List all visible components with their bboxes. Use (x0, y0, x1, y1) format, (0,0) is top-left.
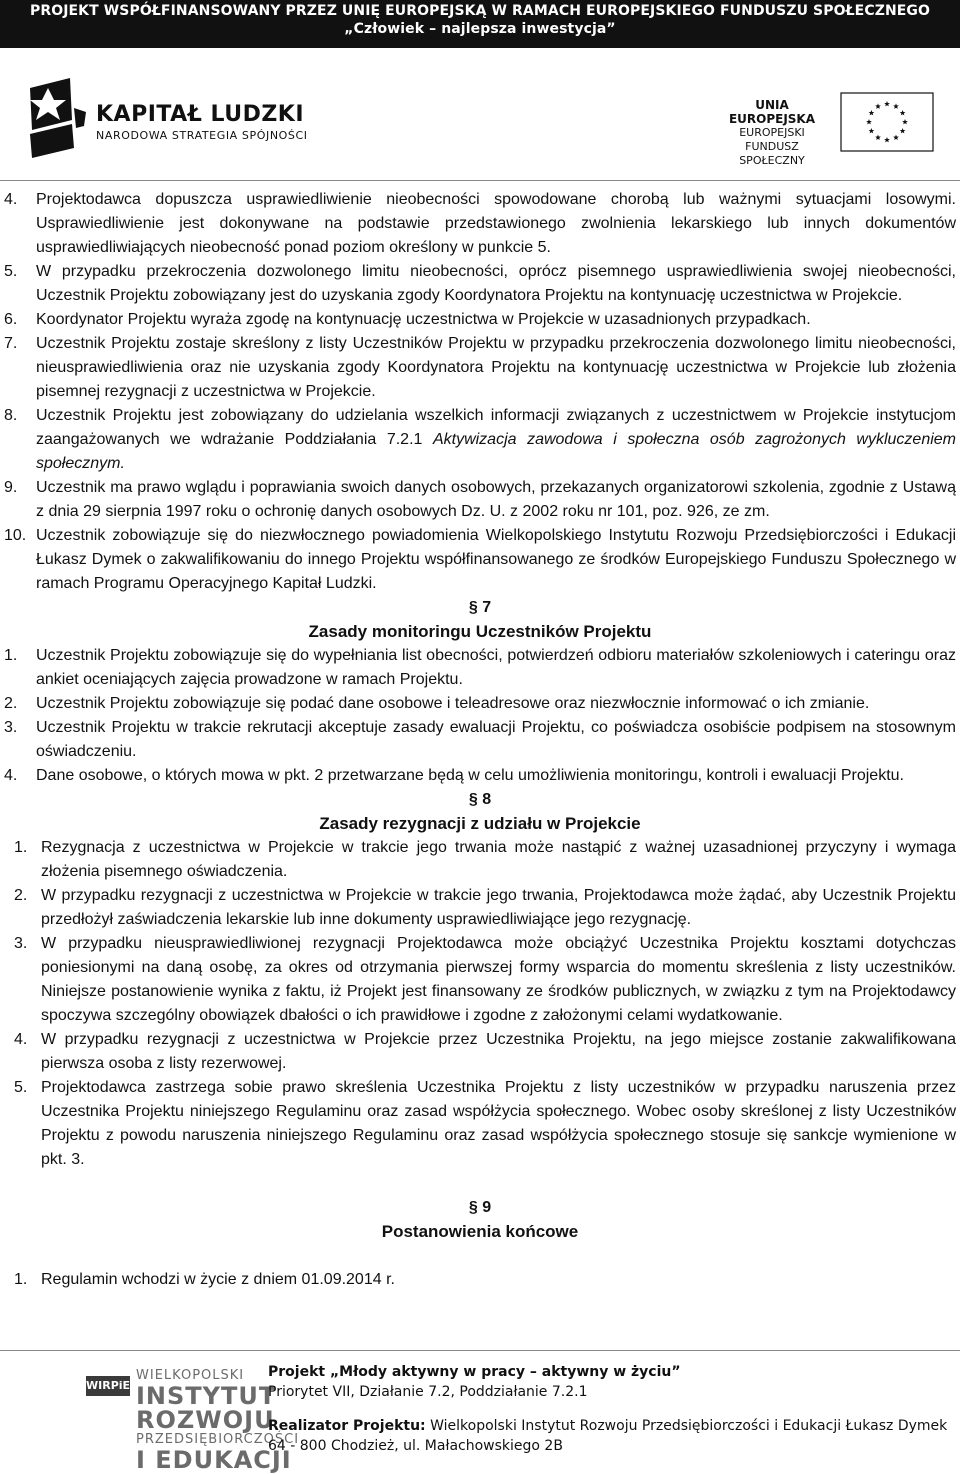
wirpie-logo (86, 1366, 300, 1474)
footer-info (268, 1362, 958, 1456)
section-9-title: Postanowienia końcowe (381, 1222, 579, 1241)
wirpie-line-1: WIELKOPOLSKI (136, 1368, 245, 1383)
eu-title: UNIA EUROPEJSKA (728, 98, 816, 126)
header-line-2: „Człowiek – najlepsza inwestycja” (344, 21, 616, 37)
wirpie-badge: WIRPiE (86, 1376, 130, 1396)
list-item: 10. Uczestnik zobowiązuje się do niezwłocznego powiadomienia Wielkopolskiego Instytutu Rozwoju Przedsiębiorczości i Edukacji Łukasz Dymek o zakwalifikowaniu do innego Projektu współfinansowanego ze środków Europejskiego Funduszu Społecznego w ramach Programu Operacyjnego Kapitał Ludzki. (4, 527, 956, 592)
section-8-title: Zasady rezygnacji z udziału w Projekcie (319, 814, 641, 833)
list-item: 7. Uczestnik Projektu zostaje skreślony z listy Uczestników Projektu w przypadku przekroczenia dozwolonego limitu nieobecności, nieusprawiedliwienia oraz nie uzyskania zgody Koordynatora Projektu na kontynuację uczestnictwa w Projekcie lub złożenia pisemnej rezygnacji z uczestnictwa w Projekcie. (4, 335, 956, 400)
list-item: 3. W przypadku nieusprawiedliwionej rezygnacji Projektodawca może obciążyć Uczestnika Projektu kosztami dotychczas poniesionymi na daną osobę, za okres od otrzymania pierwszej formy wsparcia do momentu skreślenia z listy uczestników. Niniejsze postanowienie wynika z faktu, iż Projekt jest finansowany ze środków publicznych, w związku z tym na Projektodawcy spoczywa szczególny obowiązek dbałości o ich prawidłowe i zgodne z założonymi celami wydatkowanie. (14, 935, 956, 1024)
kapital-ludzki-subtitle: NARODOWA STRATEGIA SPÓJNOŚCI (96, 129, 308, 142)
list-item: 2. Uczestnik Projektu zobowiązuje się podać dane osobowe i teleadresowe oraz niezwłocznie informować o ich zmianie. (4, 695, 870, 712)
section-7-title: Zasady monitoringu Uczestników Projektu (308, 622, 652, 641)
list-item: 3. Uczestnik Projektu w trakcie rekrutacji akceptuje zasady ewaluacji Projektu, co poświadcza osobiście podpisem na stosownym oświadczeniu. (4, 719, 956, 760)
header-divider (0, 180, 960, 181)
section-9-heading (0, 1196, 960, 1244)
list-item: 1. Regulamin wchodzi w życie z dniem 01.09.2014 r. (14, 1271, 395, 1288)
list-item: 4. W przypadku rezygnacji z uczestnictwa w Projekcie przez Uczestnika Projektu, na jego miejsce zostanie zakwalifikowana pierwsza osoba z listy rezerwowej. (14, 1031, 956, 1072)
section-8-list (0, 836, 960, 1172)
section-6-continued (0, 188, 960, 596)
project-name: Projekt „Młody aktywny w pracy – aktywny w życiu” (268, 1364, 681, 1380)
list-item: 5. W przypadku przekroczenia dozwolonego limitu nieobecności, oprócz pisemnego usprawiedliwienia swojej nieobecności, Uczestnik Projektu zobowiązany jest do uzyskania zgody Koordynatora Projektu na kontynuację uczestnictwa w Projekcie. (4, 263, 956, 304)
section-9-list (0, 1268, 960, 1292)
list-item: 5. Projektodawca zastrzega sobie prawo skreślenia Uczestnika Projektu z listy uczestników w przypadku naruszenia przez Uczestnika Projektu niniejszego Regulaminu oraz zasad współżycia społecznego. Wobec osoby skreślonej z listy Uczestników Projektu z powodu naruszenia niniejszego Regulaminu oraz zasad współżycia społecznego stosuje się sankcje wymienione w pkt. 3. (14, 1079, 956, 1168)
section-7-list (0, 644, 960, 788)
document-body (0, 188, 960, 1292)
section-7-heading (0, 596, 960, 644)
section-8-heading (0, 788, 960, 836)
wirpie-line-3: ROZWOJU (136, 1406, 275, 1434)
list-item: 8. Uczestnik Projektu jest zobowiązany do udzielania wszelkich informacji związanych z uczestnictwem w Projekcie instytucjom zaangażowanych we wdrażanie Poddziałania 7.2.1 Aktywizacja zawodowa i społeczna osób zagrożonych wykluczeniem społecznym. (4, 407, 956, 472)
realizator-address: 64 - 800 Chodzież, ul. Małachowskiego 2B (268, 1438, 563, 1454)
list-item: 1. Rezygnacja z uczestnictwa w Projekcie w trakcie jego trwania może nastąpić z ważnej uzasadnionej przyczyny i wymaga złożenia pisemnego oświadczenia. (14, 839, 956, 880)
footer-divider (0, 1350, 960, 1351)
section-7-number: § 7 (468, 599, 492, 616)
cofinancing-header (0, 0, 960, 48)
kapital-ludzki-title: KAPITAŁ LUDZKI (96, 102, 305, 127)
eu-flag-icon (840, 92, 934, 152)
realizator: Realizator Projektu: Wielkopolski Instytut Rozwoju Przedsiębiorczości i Edukacji Łukasz Dymek (268, 1418, 948, 1434)
eu-logo (712, 92, 942, 167)
eu-line-2: EUROPEJSKI (739, 126, 805, 139)
section-8-number: § 8 (468, 791, 492, 808)
wirpie-line-2: INSTYTUT (136, 1382, 277, 1410)
wirpie-line-4: PRZEDSIĘBIORCZOŚCI (136, 1432, 300, 1447)
list-item: 6. Koordynator Projektu wyraża zgodę na kontynuację uczestnictwa w Projekcie w uzasadnionych przypadkach. (4, 311, 811, 328)
list-item: 2. W przypadku rezygnacji z uczestnictwa w Projekcie w trakcie jego trwania, Projektodawca może żądać, aby Uczestnik Projektu przedłożył zaświadczenia lekarskie lub inne dokumenty usprawiedliwiające jego rezygnację. (14, 887, 956, 928)
wirpie-line-5: I EDUKACJI (136, 1446, 292, 1474)
section-9-number: § 9 (468, 1199, 492, 1216)
header-line-1: PROJEKT WSPÓŁFINANSOWANY PRZEZ UNIĘ EUROPEJSKĄ W RAMACH EUROPEJSKIEGO FUNDUSZU SPOŁECZNEGO (29, 3, 931, 19)
eu-line-3: FUNDUSZ SPOŁECZNY (739, 140, 805, 167)
list-item: 9. Uczestnik ma prawo wglądu i poprawiania swoich danych osobowych, przekazanych organizatorowi szkolenia, zgodnie z Ustawą z dnia 29 sierpnia 1997 roku o ochronię danych osobowych Dz. U. z 2002 roku nr 101, poz. 926, ze zm. (4, 479, 956, 520)
kapital-ludzki-logo (26, 78, 346, 162)
kapital-ludzki-emblem-icon (26, 78, 90, 162)
list-item: 1. Uczestnik Projektu zobowiązuje się do wypełniania list obecności, potwierdzeń odbioru materiałów szkoleniowych i cateringu oraz ankiet oceniających zajęcia prowadzone w ramach Projektu. (4, 647, 956, 688)
list-item: 4. Dane osobowe, o których mowa w pkt. 2 przetwarzane będą w celu umożliwienia monitoringu, kontroli i ewaluacji Projektu. (4, 767, 904, 784)
list-item: 4. Projektodawca dopuszcza usprawiedliwienie nieobecności spowodowane chorobą lub ważnymi sytuacjami losowymi. Usprawiedliwienie jest dokonywane na podstawie przedstawionego zwolnienia lekarskiego lub innych dokumentów usprawiedliwiających nieobecność ponad poziom określony w punkcie 5. (4, 191, 956, 256)
project-priority: Priorytet VII, Działanie 7.2, Poddziałanie 7.2.1 (268, 1384, 588, 1400)
